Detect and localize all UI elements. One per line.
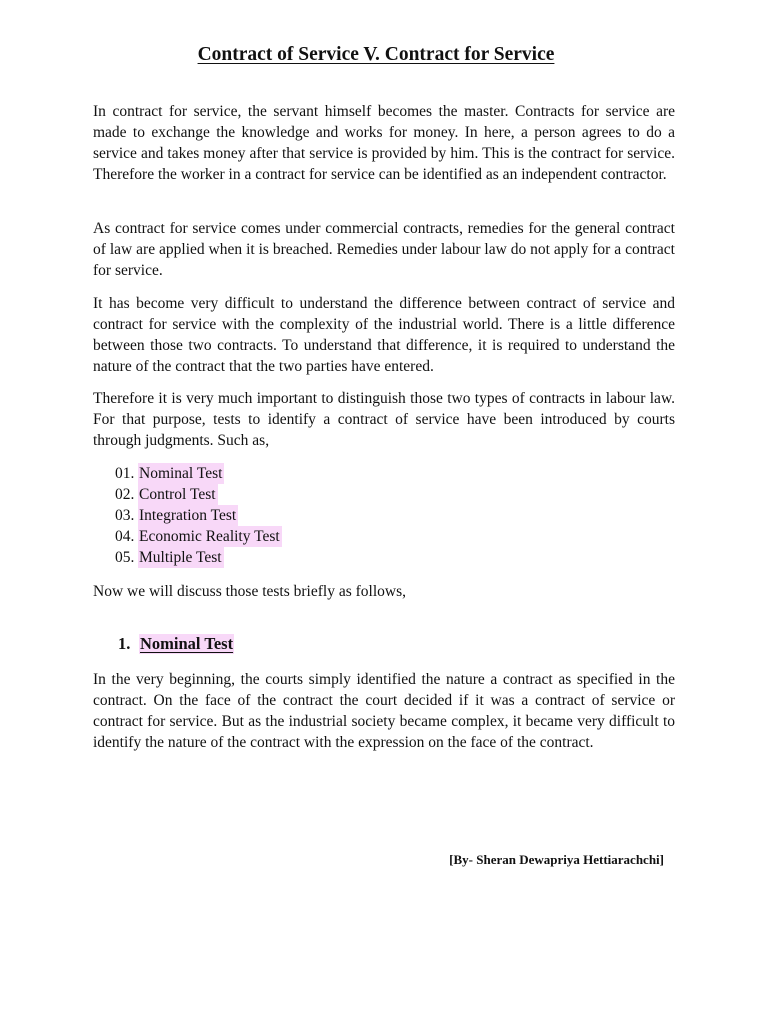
list-item <box>115 505 282 526</box>
list-item <box>115 463 282 484</box>
list-item-label: Integration Test <box>139 507 237 524</box>
list-item-number: 03. <box>115 507 135 524</box>
author-credit: [By- Sheran Dewapriya Hettiarachchi] <box>449 852 664 867</box>
document-title: Contract of Service V. Contract for Service <box>197 44 555 65</box>
list-item <box>115 547 282 568</box>
paragraph-transition: Now we will discuss those tests briefly as follows, <box>93 583 406 600</box>
list-item-label: Multiple Test <box>139 549 222 566</box>
list-item-number: 04. <box>115 528 135 545</box>
section-heading-number: 1. <box>118 634 131 653</box>
paragraph-remedies: As contract for service comes under commercial contracts, remedies for the general contract of law are applied when it is breached. Remedies under labour law do not apply for a contract for service. <box>93 220 675 279</box>
tests-list <box>115 463 282 568</box>
section-heading-label: Nominal Test <box>140 634 234 653</box>
list-item <box>115 484 282 505</box>
list-item-number: 05. <box>115 549 135 566</box>
list-item-label: Control Test <box>139 486 216 503</box>
section-heading <box>118 634 234 654</box>
list-item-number: 01. <box>115 465 135 482</box>
list-item-number: 02. <box>115 486 135 503</box>
paragraph-nominal-test: In the very beginning, the courts simply identified the nature a contract as specified in the contract. On the face of the contract the court decided if it was a contract of service or contract for service. But as the industrial society became complex, it became very difficult to identify the nature of the contract with the expression on the face of the contract. <box>93 671 675 751</box>
paragraph-difficulty: It has become very difficult to understand the difference between contract of service and contract for service with the complexity of the industrial world. There is a little difference between those two contracts. To understand that difference, it is required to understand the nature of the contract that the two parties have entered. <box>93 295 675 375</box>
list-item <box>115 526 282 547</box>
list-item-label: Nominal Test <box>139 465 223 482</box>
list-item-label: Economic Reality Test <box>139 528 280 545</box>
paragraph-importance: Therefore it is very much important to distinguish those two types of contracts in labour law. For that purpose, tests to identify a contract of service have been introduced by courts through judgments. Such as, <box>93 390 675 449</box>
paragraph-intro: In contract for service, the servant himself becomes the master. Contracts for service are made to exchange the knowledge and works for money. In here, a person agrees to do a service and takes money after that service is provided by him. This is the contract for service. Therefore the worker in a contract for service can be identified as an independent contractor. <box>93 103 675 183</box>
